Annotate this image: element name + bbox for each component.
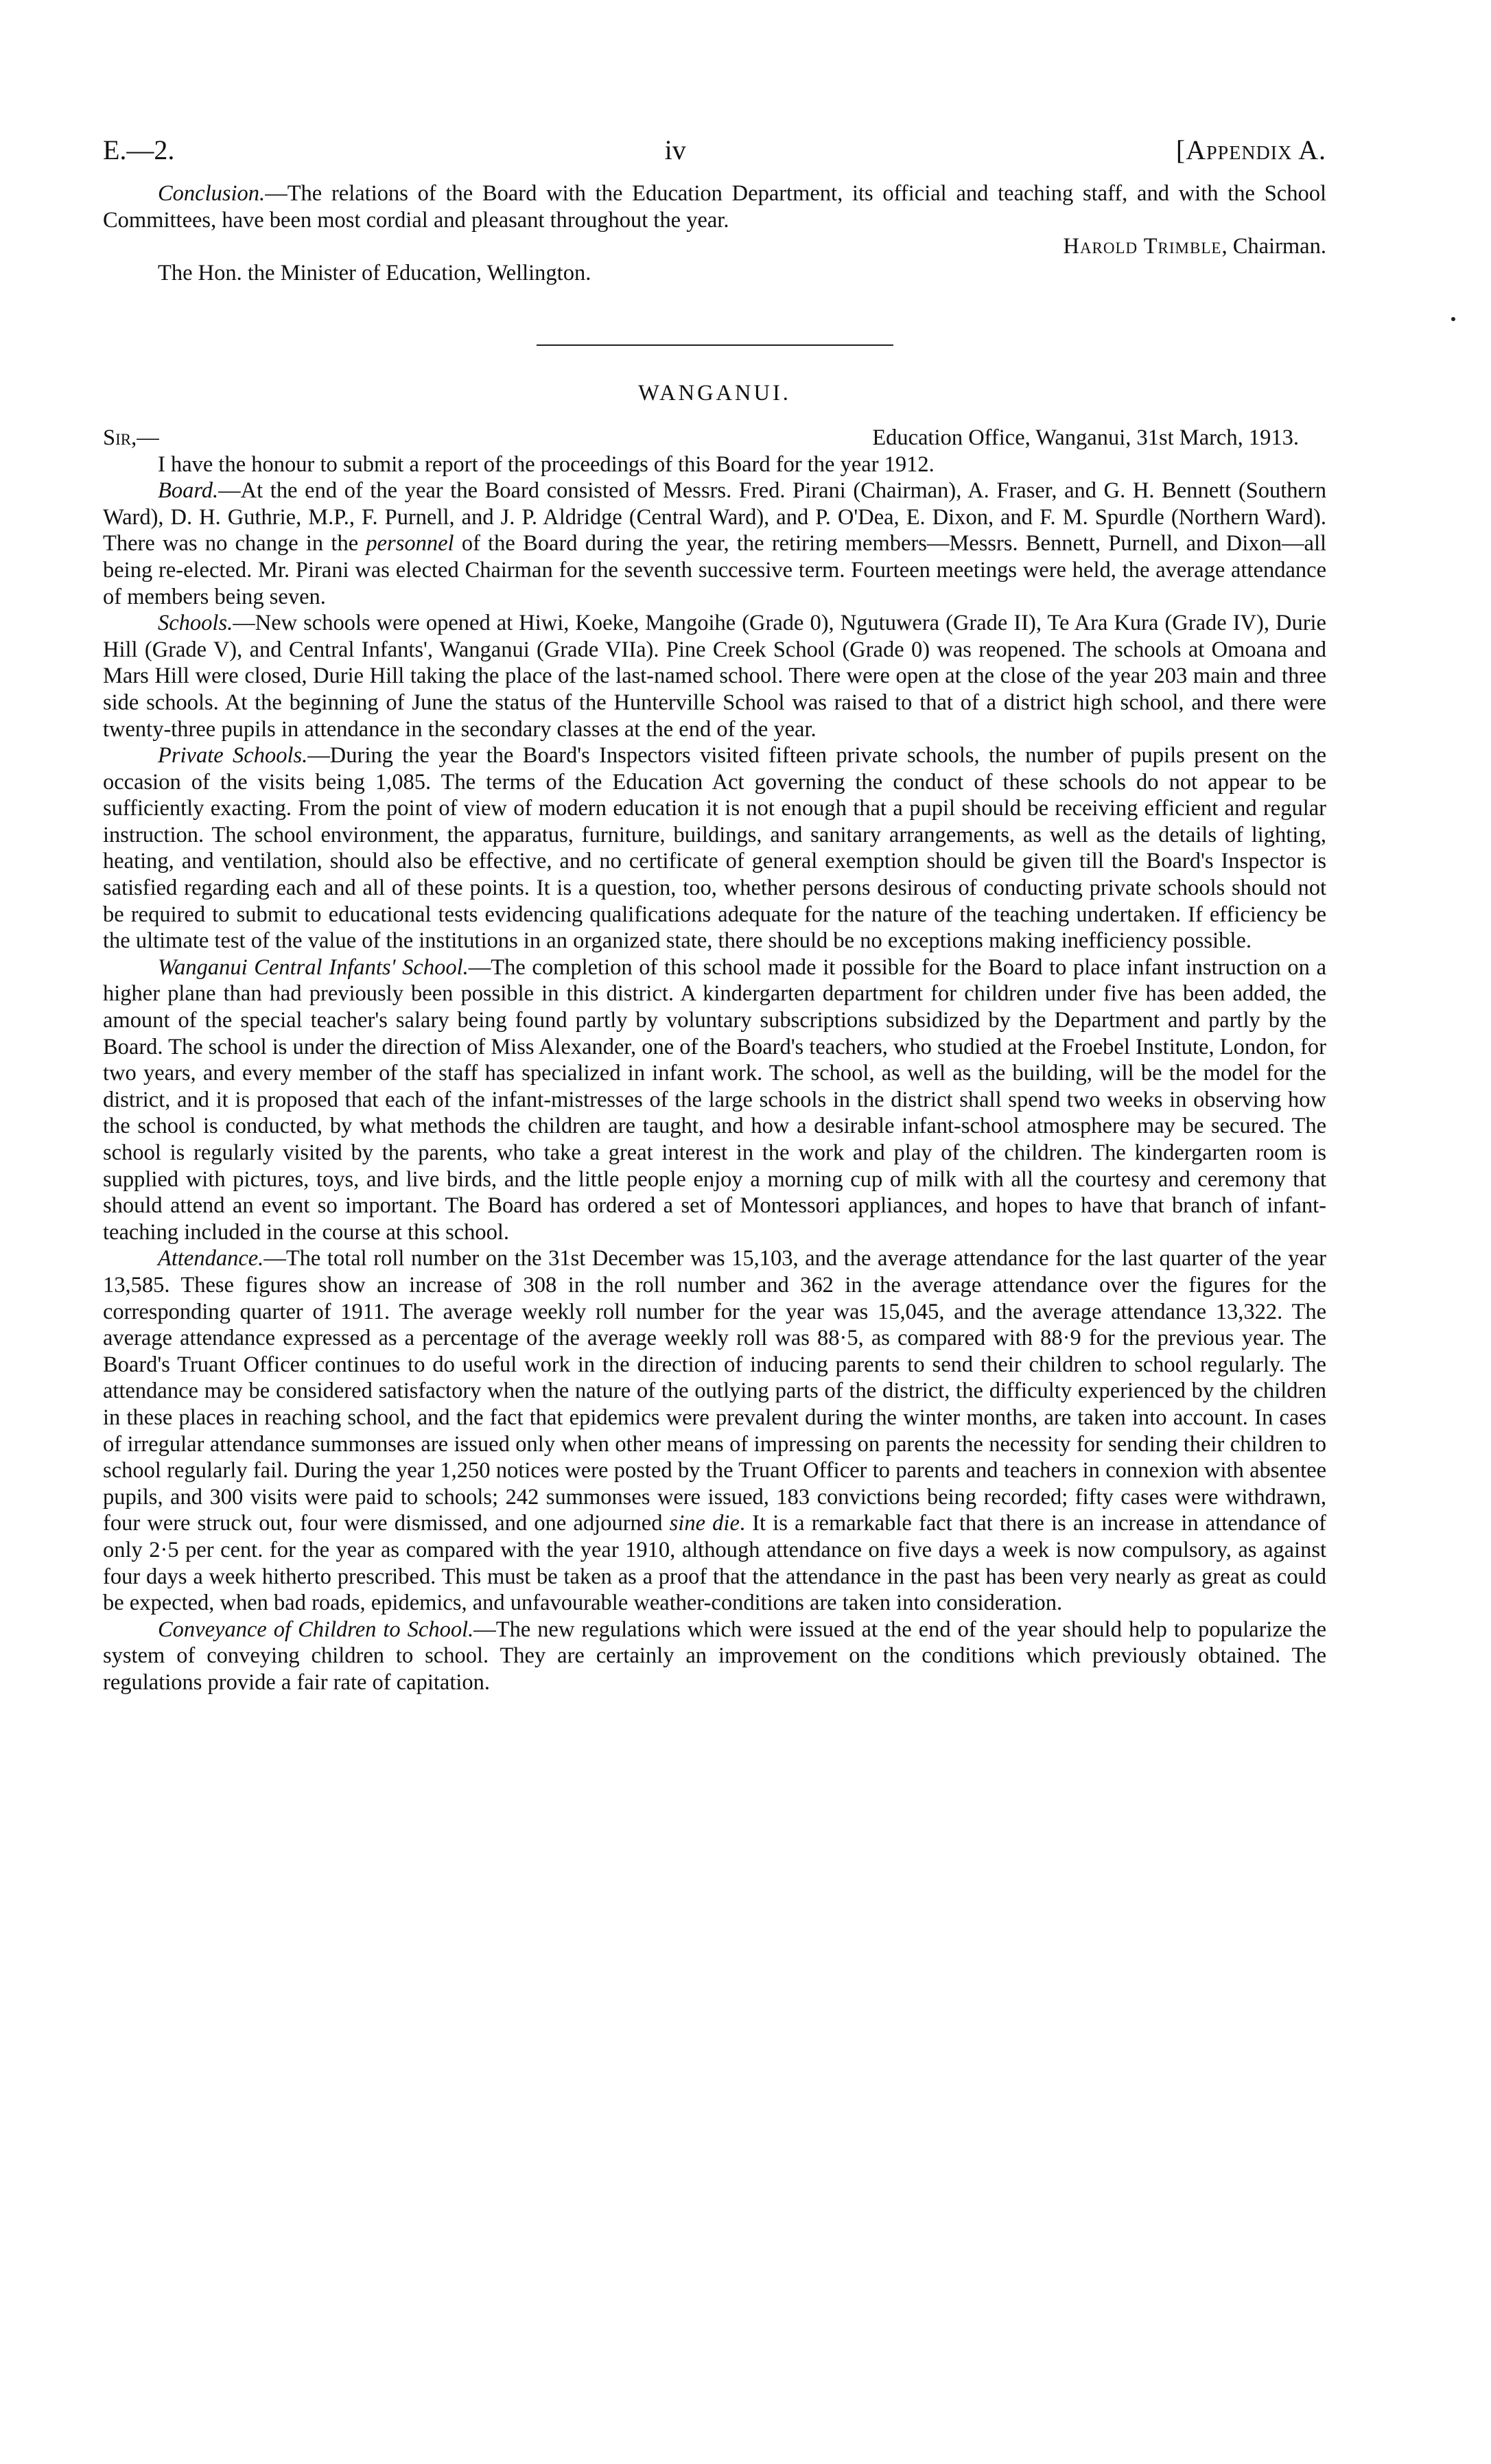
conveyance-text: —The new regulations which were issued at the end of the year should help to popularize the system of conveying children to school. They are certainly an improvement on the conditions which previously obtained. The regulations provide a fair rate of capitation.	[103, 1617, 1326, 1695]
board-heading: Board.	[158, 478, 219, 504]
attendance-text-2: . It is a remarkable fact that there is an increase in attendance of only 2·5 per cent. for the year as compared with the year 1910, although attendance on five days a week is now compulsory, as against four days a week hitherto prescribed. This must be taken as a proof that the attendance in the past has been very nearly as great as could be expected, when bad roads, epidemics, and unfavourable weather-conditions are taken into consideration.	[103, 1511, 1326, 1616]
conclusion-heading: Conclusion.	[158, 181, 266, 206]
attendance-paragraph	[103, 1245, 1326, 1616]
attendance-heading: Attendance.	[158, 1246, 264, 1271]
central-infants-text: —The completion of this school made it possible for the Board to place infant instruction on a higher plane than had previously been possible in this district. A kindergarten department for children under five has been added, the amount of the special teacher's salary being found partly by voluntary subscriptions subsidized by the Department and partly by the Board. The school is under the direction of Miss Alexander, one of the Board's teachers, who studied at the Froebel Institute, London, for two years, and every member of the staff has specialized in infant work. The school, as well as the building, will be the model for the district, and it is proposed that each of the infant-mistresses of the large schools in the district shall spend two weeks in observing how the school is conducted, by what methods the children are taught, and how a desirable infant-school atmosphere may be secured. The school is regularly visited by the parents, who take a great interest in the work and play of the children. The kindergarten room is supplied with pictures, toys, and live birds, and the little people enjoy a morning cup of milk with all the courtesy and ceremony that should attend an event so important. The Board has ordered a set of Montessori appliances, and hopes to have that branch of infant-teaching included in the course at this school.	[103, 954, 1327, 1245]
header-page-number: iv	[664, 134, 686, 165]
conclusion-text: —The relations of the Board with the Education Department, its official and teaching staff, and with the School Committees, have been most cordial and pleasant throughout the year.	[103, 181, 1326, 233]
dateline: Education Office, Wanganui, 31st March, 1913.	[872, 425, 1299, 450]
section-title: WANGANUI.	[638, 381, 791, 406]
conveyance-paragraph	[103, 1617, 1326, 1696]
salutation-line	[103, 425, 1326, 451]
conveyance-heading: Conveyance of Children to School.	[158, 1617, 474, 1642]
attendance-text-1: —The total roll number on the 31st December was 15,103, and the average attendance for the last quarter of the year 13,585. These figures show an increase of 308 in the roll number and 362 in the average attendance over the figures for the corresponding quarter of 1911. The average weekly roll number for the year was 15,045, and the average attendance 13,322. The average attendance expressed as a percentage of the average weekly roll was 88·5, as compared with 88·9 for the previous year. The Board's Truant Officer continues to do useful work in the direction of inducing parents to send their children to school regularly. The attendance may be considered satisfactory when the nature of the outlying parts of the district, the difficulty experienced by the children in these places in reaching school, and the fact that epidemics were prevalent during the winter months, are taken into account. In cases of irregular attendance summonses are issued only when other means of impressing on parents the necessity for sending their children to school regularly fail. During the year 1,250 notices were posted by the Truant Officer to parents and teachers in connexion with absentee pupils, and 300 visits were paid to schools; 242 summonses were issued, 183 convictions being recorded; fifty cases were withdrawn, four were struck out, four were dismissed, and one adjourned	[103, 1246, 1326, 1536]
signature-line	[103, 233, 1326, 260]
intro-paragraph: I have the honour to submit a report of the proceedings of this Board for the year 1912.	[158, 451, 935, 477]
board-text-1: —At the end of the year the Board consisted of Messrs. Fred. Pirani (Chairman), A. Fraser, and G. H. Bennett (Southern Ward), D. H. Guthrie, M.P., F. Purnell, and J. P. Aldridge (Central Ward), and P. O'Dea, E. Dixon, and F. M. Spurdle (Northern Ward). There was no change in the	[103, 478, 1326, 556]
board-paragraph	[103, 478, 1326, 610]
attendance-italic: sine die	[669, 1511, 740, 1536]
signer-name: Harold Trimble	[1063, 234, 1222, 259]
central-infants-heading: Wanganui Central Infants' School.	[158, 954, 469, 980]
private-schools-text: —During the year the Board's Inspectors visited fifteen private schools, the number of pupils present on the occasion of the visits being 1,085. The terms of the Education Act governing the conduct of these schools do not appear to be sufficiently exacting. From the point of view of modern education it is not enough that a pupil should be receiving efficient and regular instruction. The school environment, the apparatus, furniture, buildings, and sanitary arrangements, as well as the details of lighting, heating, and ventilation, should also be effective, and no certificate of general exemption should be given till the Board's Inspector is satisfied regarding each and all of these points. It is a question, too, whether persons desirous of conducting private schools should not be required to submit to educational tests evidencing qualifications adequate for the nature of the teaching undertaken. If efficiency be the ultimate test of the value of the institutions in an organized state, there should be no exceptions making inefficiency possible.	[103, 743, 1327, 954]
addressee: The Hon. the Minister of Education, Wellington.	[158, 260, 591, 285]
private-schools-paragraph	[103, 742, 1326, 954]
signer-title: , Chairman.	[1221, 234, 1326, 259]
margin-mark	[1451, 317, 1455, 321]
schools-paragraph	[103, 610, 1326, 742]
header-reference: E.—2.	[103, 134, 175, 165]
schools-heading: Schools.	[158, 611, 233, 636]
private-schools-heading: Private Schools.	[158, 743, 308, 768]
central-infants-paragraph	[103, 954, 1326, 1246]
page-header	[103, 134, 1326, 167]
header-appendix: [Appendix A.	[1175, 134, 1326, 165]
section-divider	[537, 344, 893, 346]
schools-text: —New schools were opened at Hiwi, Koeke, Mangoihe (Grade 0), Ngutuwera (Grade II), Te Ara Kura (Grade IV), Durie Hill (Grade V), and Central Infants', Wanganui (Grade VIIa). Pine Creek School (Grade 0) was reopened. The schools at Omoana and Mars Hill were closed, Durie Hill taking the place of the last-named school. There were open at the close of the year 203 main and three side schools. At the beginning of June the status of the Hunterville School was raised to that of a district high school, and there were twenty-three pupils in attendance in the secondary classes at the end of the year.	[103, 611, 1326, 742]
board-text-2: of the Board during the year, the retiring members—Messrs. Bennett, Purnell, and Dixon—all being re-elected. Mr. Pirani was elected Chairman for the seventh successive term. Fourteen meetings were held, the average attendance of members being seven.	[103, 531, 1326, 609]
salutation: Sir,—	[103, 425, 159, 450]
board-italic: personnel	[366, 531, 454, 556]
conclusion-paragraph	[103, 180, 1326, 233]
